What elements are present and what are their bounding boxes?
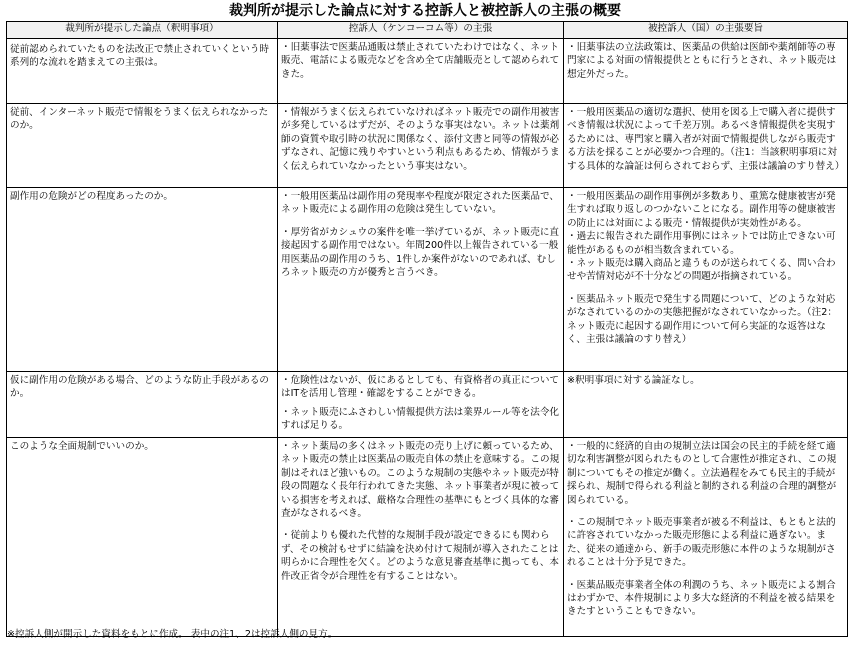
defendant-cell bbox=[564, 372, 848, 438]
defendant-claim: ・一般用医薬品の副作用事例が多数あり、重篤な健康被害が発生すれば取り返しのつかないことになる。副作用等の健康被害の防止には対面による販売・情報提供が実効性がある。 bbox=[567, 191, 836, 229]
defendant-claim: ・ネット販売は購入商品と違うものが送られてくる、問い合わせや苦情対応が不十分などの問題が指摘されている。 bbox=[567, 258, 836, 283]
issue-cell bbox=[7, 104, 278, 188]
plaintiff-cell bbox=[278, 372, 564, 438]
plaintiff-claim: ・厚労省がカシュウの案件を唯一挙げているが、ネット販売に直接起因する副作用ではない。年間200件以上報告されている一般用医薬品の副作用のうち、1件しか案件がないのであれば、むしろネット販売の方が優秀と言うべき。 bbox=[281, 226, 560, 279]
comparison-table bbox=[6, 21, 848, 637]
table-header-row bbox=[7, 22, 848, 39]
plaintiff-cell bbox=[278, 104, 564, 188]
plaintiff-claim: ・一般用医薬品は副作用の発現率や程度が限定された医薬品で、ネット販売による副作用の危険は発生していない。 bbox=[281, 191, 560, 216]
plaintiff-claim: ・危険性はないが、仮にあるとしても、有資格者の真正についてはITを活用し管理・確認をすることができる。 bbox=[281, 375, 560, 400]
column-header-defendant: 被控訴人（国）の主張要旨 bbox=[564, 22, 848, 39]
table-row bbox=[7, 372, 848, 438]
defendant-claim: ・医薬品ネット販売で発生する問題について、どのような対応がなされているのかの実態把握がなされていなかった。（注2：ネット販売に起因する副作用について何ら実証的な返答はなく、主張は議論のすり替え） bbox=[567, 293, 837, 346]
plaintiff-claim: ・情報がうまく伝えられていなければネット販売での副作用被害が多発しているはずだが、そのような事実はない。ネットは薬剤師の資質や取引時の状況に関係なく、添付文書と同等の情報が必ずなされ、記憶に残りやすいという利点もあるため、情報がうまく伝えられていなかったという事実はない。 bbox=[281, 107, 560, 172]
defendant-cell bbox=[564, 104, 848, 188]
issue-cell bbox=[7, 372, 278, 438]
column-header-plaintiff: 控訴人（ケンコーコム等）の主張 bbox=[278, 22, 564, 39]
issue-cell bbox=[7, 39, 278, 104]
defendant-claim: ・一般的に経済的自由の規制立法は国会の民主的手続を経て適切な利害調整が図られたものとして合憲性が推定され、この規制についてもその推定が働く。立法過程をみても民主的手続が採られ、規制で得られる利益と制約される利益の合理的調整が図られている。 bbox=[567, 441, 837, 506]
page-title: 裁判所が提示した論点に対する控訴人と被控訴人の主張の概要 bbox=[229, 3, 621, 19]
plaintiff-claim: ・旧薬事法で医薬品通販は禁止されていたわけではなく、ネット販売、電話による販売などを含め全て店舗販売として認められてきた。 bbox=[281, 42, 560, 80]
issue-text: このような全面規制でいいのか。 bbox=[10, 441, 154, 452]
issue-text: 副作用の危険がどの程度あったのか。 bbox=[10, 191, 173, 202]
issue-text: 仮に副作用の危険がある場合、どのような防止手段があるのか。 bbox=[10, 375, 270, 400]
plaintiff-claim: ・ネット販売にふさわしい情報提供方法は業界ルール等を法令化すれば足りる。 bbox=[281, 406, 560, 432]
defendant-cell bbox=[564, 438, 848, 637]
defendant-claim: ・医薬品販売事業者全体の利潤のうち、ネット販売による割合はわずかで、本件規制により多大な経済的不利益を被る結果をきたすということもできない。 bbox=[567, 579, 836, 618]
defendant-claim: ・過去に報告された副作用事例にはネットでは防止できない可能性があるものが相当数含まれている。 bbox=[567, 231, 836, 256]
issue-text: 従前認められていたものを法改正で禁止されていくという時系列的な流れを踏まえての主張は。 bbox=[10, 44, 270, 69]
defendant-claim: ※釈明事項に対する論証なし。 bbox=[567, 375, 700, 386]
defendant-claim: ・一般用医薬品の適切な選択、使用を図る上で購入者に提供すべき情報は状況によって千差万別。あるべき情報提供を実現するためには、専門家と購入者が対面で情報提供しながら販売する方法を採ることが必要かつ合理的。（注1：当該釈明事項に対する具体的な論証は何らされておらず、主張は議論のすり替え） bbox=[567, 107, 845, 172]
table-row bbox=[7, 39, 848, 104]
defendant-cell bbox=[564, 188, 848, 372]
table-row bbox=[7, 438, 848, 637]
plaintiff-cell bbox=[278, 188, 564, 372]
defendant-cell bbox=[564, 39, 848, 104]
table-row bbox=[7, 104, 848, 188]
issue-cell bbox=[7, 438, 278, 637]
table-row bbox=[7, 188, 848, 372]
plaintiff-claim: ・ネット薬局の多くはネット販売の売り上げに頼っているため、ネット販売の禁止は医薬品の販売自体の禁止を意味する。この規制はそれほど強いもの。このような規制の実態やネット販売が特段の問題なく長年行われてきた実態、ネット事業者が現に被っている損害を考えれば、厳格な合理性の基準にもとづく具体的な審査がなされるべき。 bbox=[281, 441, 560, 520]
footnote: ※控訴人側が開示した資料をもとに作成。 表中の注1、2は控訴人側の見方。 bbox=[7, 629, 338, 640]
issue-text: 従前、インターネット販売で情報をうまく伝えられなかったのか。 bbox=[10, 107, 269, 132]
defendant-claim: ・旧薬事法の立法政策は、医薬品の供給は医師や薬剤師等の専門家による対面の情報提供とともに行うとされ、ネット販売は想定外だった。 bbox=[567, 42, 837, 80]
plaintiff-cell bbox=[278, 39, 564, 104]
plaintiff-cell bbox=[278, 438, 564, 637]
issue-cell bbox=[7, 188, 278, 372]
defendant-claim: ・この規制でネット販売事業者が被る不利益は、もともと法的に許容されていなかった販売形態による利益に過ぎない。また、従来の通達から、新手の販売形態に本件のような規制がされることは十分予見できた。 bbox=[567, 517, 836, 569]
column-header-issue: 裁判所が提示した論点（釈明事項） bbox=[7, 22, 278, 39]
plaintiff-claim: ・従前よりも優れた代替的な規制手段が設定できるにも関わらず、その検討もせずに結論を決め付けて規制が導入されたことは明らかに合理性を欠く。どのような意見審査基準に拠っても、本件改正省令が合理性を有することはない。 bbox=[281, 530, 560, 582]
